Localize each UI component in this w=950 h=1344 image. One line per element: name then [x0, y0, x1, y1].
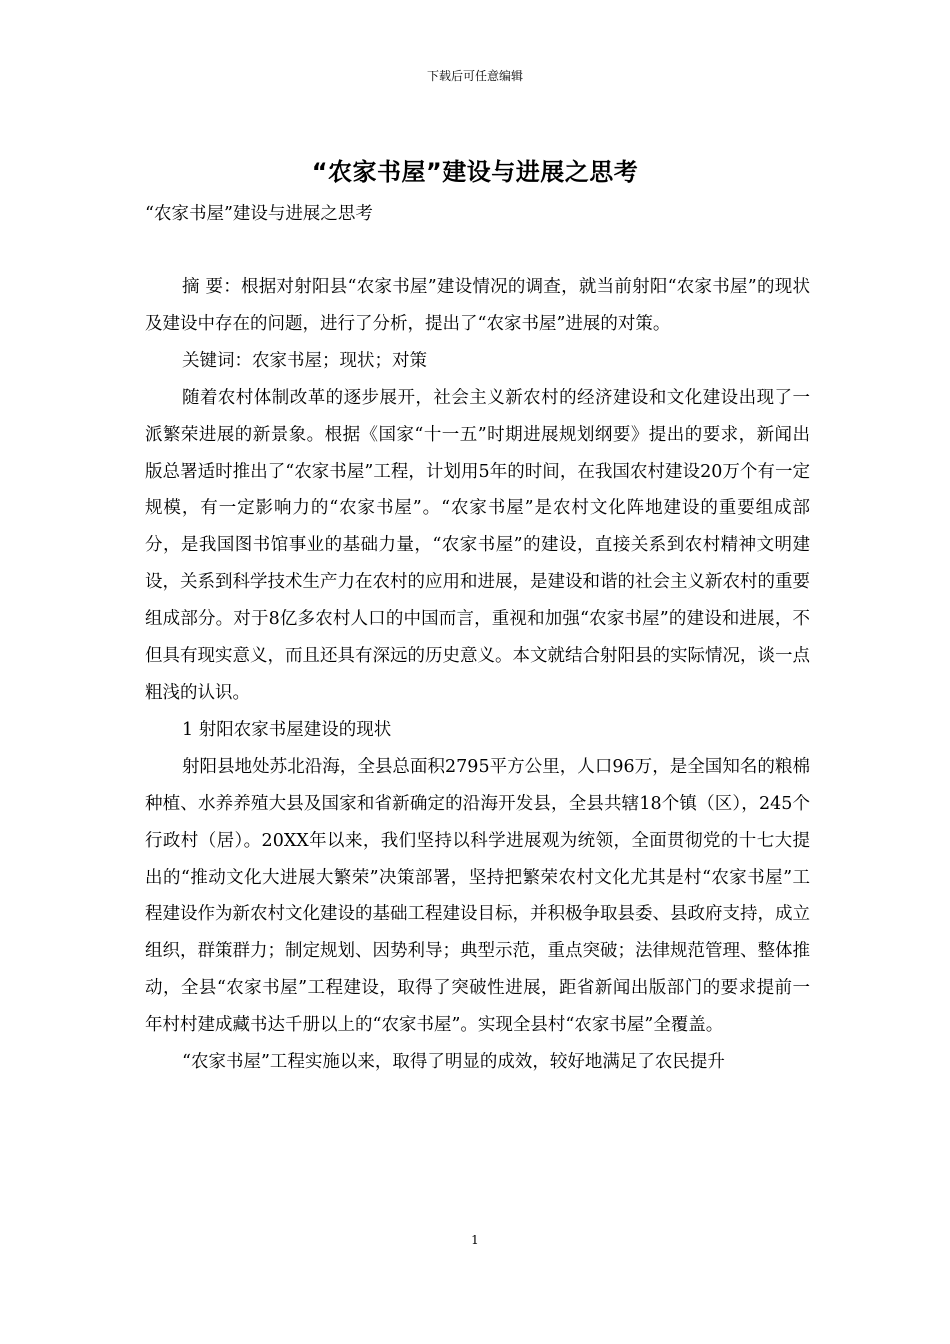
document-title: “农家书屋”建设与进展之思考	[311, 158, 639, 186]
header-note: 下载后可任意编辑	[426, 69, 523, 83]
intro-paragraph: 随着农村体制改革的逐步展开，社会主义新农村的经济建设和文化建设出现了一派繁荣进展的新景象。根据《国家“十一五”时期进展规划纲要》提出的要求，新闻出版总署适时推出了“农家书屋”工程，计划用5年的时间，在我国农村建设20万个有一定规模，有一定影响力的“农家书屋”。“农家书屋”是农村文化阵地建设的重要组成部分，是我国图书馆事业的基础力量，“农家书屋”的建设，直接关系到农村精神文明建设，关系到科学技术生产力在农村的应用和进展，是建设和谐的社会主义新农村的重要组成部分。对于8亿多农村人口的中国而言，重视和加强“农家书屋”的建设和进展，不但具有现实意义，而且还具有深远的历史意义。本文就结合射阳县的实际情况，谈一点粗浅的认识。	[145, 387, 810, 703]
abstract-paragraph: 摘 要：根据对射阳县“农家书屋”建设情况的调查，就当前射阳“农家书屋”的现状及建设中存在的问题，进行了分析，提出了“农家书屋”进展的对策。	[145, 277, 810, 334]
section-paragraph: 射阳县地处苏北沿海，全县总面积2795平方公里，人口96万，是全国知名的粮棉种植、水养养殖大县及国家和省新确定的沿海开发县，全县共辖18个镇（区），245个行政村（居）。20XX年以来，我们坚持以科学进展观为统领，全面贯彻党的十七大提出的“推动文化大进展大繁荣”决策部署，坚持把繁荣农村文化尤其是村“农家书屋”工程建设作为新农村文化建设的基础工程建设目标，并积极争取县委、县政府支持，成立组织，群策群力；制定规划、因势利导；典型示范，重点突破；法律规范管理、整体推动，全县“农家书屋”工程建设，取得了突破性进展，距省新闻出版部门的要求提前一年村村建成藏书达千册以上的“农家书屋”。实现全县村“农家书屋”全覆盖。	[145, 756, 810, 1036]
keywords-paragraph: 关键词：农家书屋；现状；对策	[182, 350, 427, 371]
closing-paragraph: “农家书屋”工程实施以来，取得了明显的成效，较好地满足了农民提升	[182, 1052, 725, 1073]
page-number: 1	[471, 1233, 479, 1247]
body-text	[145, 269, 810, 1081]
document-subtitle: “农家书屋”建设与进展之思考	[145, 204, 373, 224]
section-heading: 1 射阳农家书屋建设的现状	[182, 719, 392, 740]
